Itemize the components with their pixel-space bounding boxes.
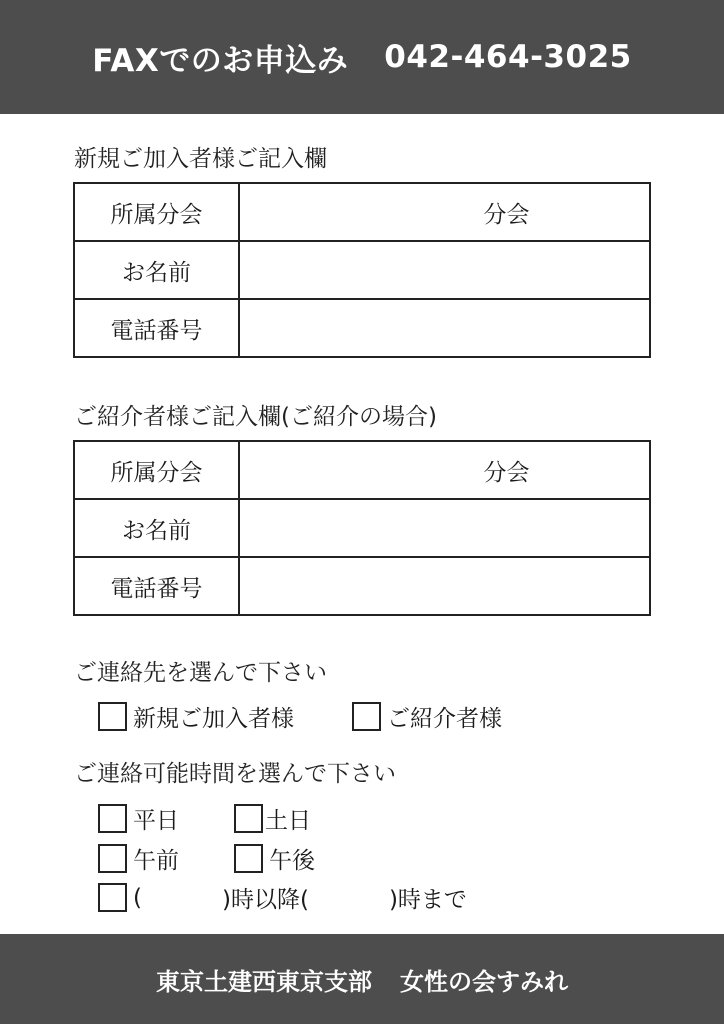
checkbox[interactable] bbox=[352, 702, 381, 731]
header-title: FAXでのお申込み bbox=[92, 42, 349, 79]
option-label: 新規ご加入者様 bbox=[133, 706, 294, 732]
phone-field[interactable] bbox=[239, 299, 650, 357]
new-member-section-title: 新規ご加入者様ご記入欄 bbox=[74, 146, 327, 172]
checkbox[interactable] bbox=[234, 804, 263, 833]
option-label: ご紹介者様 bbox=[387, 706, 502, 732]
referrer-form bbox=[73, 440, 651, 616]
referrer-name-label: お名前 bbox=[74, 499, 239, 557]
contact-new-member-option[interactable] bbox=[98, 700, 294, 733]
referrer-branch-field[interactable] bbox=[239, 441, 650, 499]
time-row-custom bbox=[98, 881, 467, 914]
time-row-ampm bbox=[98, 842, 315, 875]
new-member-form bbox=[73, 182, 651, 358]
checkbox[interactable] bbox=[98, 804, 127, 833]
checkbox[interactable] bbox=[98, 883, 127, 912]
afternoon-option[interactable] bbox=[234, 842, 315, 875]
morning-option[interactable] bbox=[98, 842, 234, 875]
branch-suffix: 分会 bbox=[483, 201, 530, 228]
footer-banner bbox=[0, 934, 724, 1024]
referrer-name-field[interactable] bbox=[239, 499, 650, 557]
custom-time-option[interactable] bbox=[98, 881, 467, 914]
after-label: )時以降( bbox=[221, 887, 309, 913]
contact-choice-title: ご連絡先を選んで下さい bbox=[74, 660, 327, 686]
referrer-branch-label: 所属分会 bbox=[74, 441, 239, 499]
open-paren: ( bbox=[133, 884, 142, 911]
header-banner bbox=[0, 0, 724, 114]
option-label: 午前 bbox=[133, 848, 179, 874]
table-row bbox=[74, 299, 650, 357]
group-name: 女性の会すみれ bbox=[400, 967, 568, 996]
weekend-option[interactable] bbox=[234, 802, 311, 835]
referrer-phone-field[interactable] bbox=[239, 557, 650, 615]
checkbox[interactable] bbox=[98, 702, 127, 731]
option-label: 平日 bbox=[133, 808, 179, 834]
checkbox[interactable] bbox=[234, 844, 263, 873]
weekday-option[interactable] bbox=[98, 802, 234, 835]
table-row bbox=[74, 241, 650, 299]
time-row-days bbox=[98, 802, 311, 835]
checkbox[interactable] bbox=[98, 844, 127, 873]
name-label: お名前 bbox=[74, 241, 239, 299]
referrer-section-title: ご紹介者様ご記入欄(ご紹介の場合) bbox=[74, 404, 437, 430]
referrer-phone-label: 電話番号 bbox=[74, 557, 239, 615]
option-label: 土日 bbox=[265, 808, 311, 834]
branch-field[interactable] bbox=[239, 183, 650, 241]
table-row bbox=[74, 183, 650, 241]
contact-choice-row bbox=[98, 700, 502, 733]
option-label: 午後 bbox=[269, 848, 315, 874]
contact-referrer-option[interactable] bbox=[352, 700, 502, 733]
branch-label: 所属分会 bbox=[74, 183, 239, 241]
referrer-branch-suffix: 分会 bbox=[483, 459, 530, 486]
phone-label: 電話番号 bbox=[74, 299, 239, 357]
table-row bbox=[74, 499, 650, 557]
until-label: )時まで bbox=[388, 887, 467, 913]
contact-time-title: ご連絡可能時間を選んで下さい bbox=[74, 761, 396, 787]
name-field[interactable] bbox=[239, 241, 650, 299]
fax-number: 042-464-3025 bbox=[384, 39, 632, 75]
table-row bbox=[74, 441, 650, 499]
org-name: 東京土建西東京支部 bbox=[156, 967, 372, 996]
table-row bbox=[74, 557, 650, 615]
